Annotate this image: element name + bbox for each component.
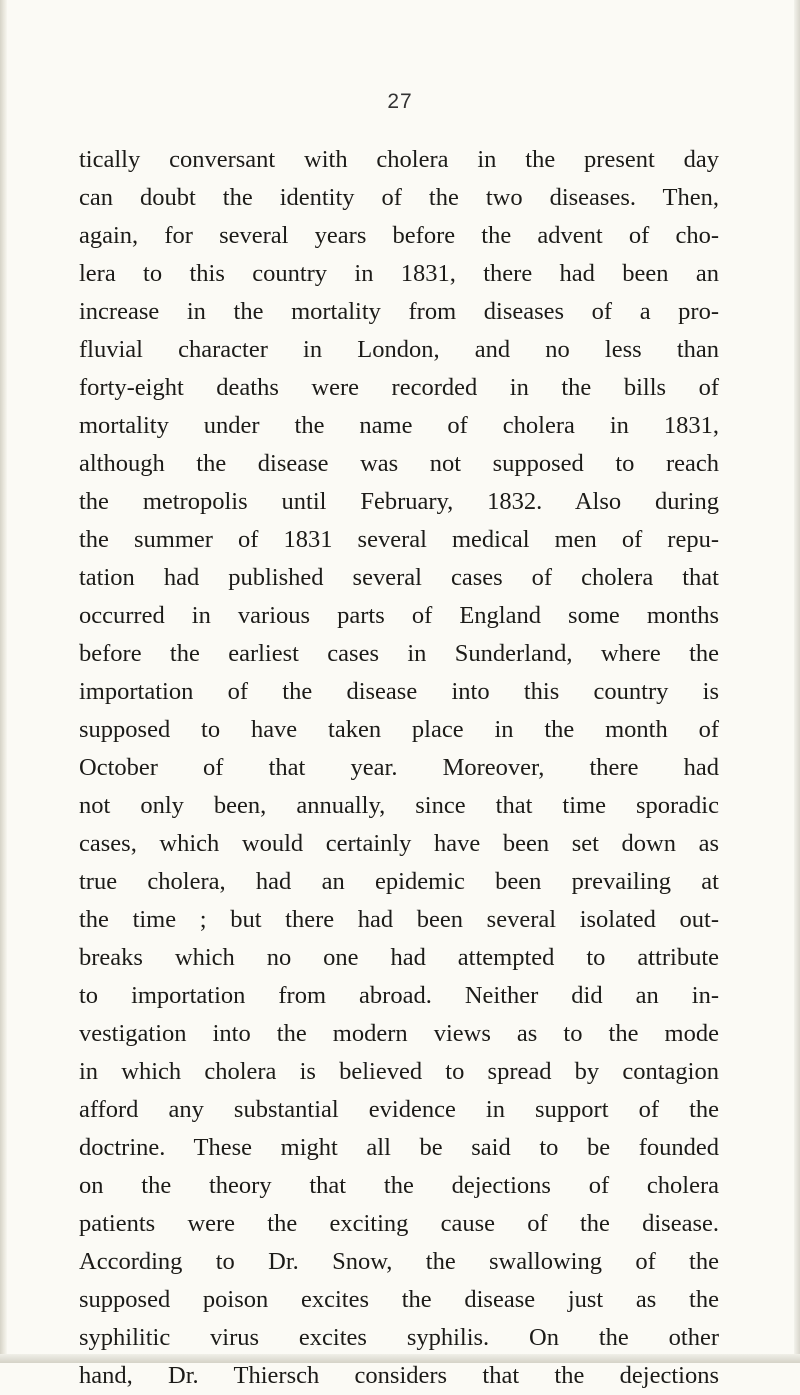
text-line: again, for several years before the advent of cho- bbox=[79, 222, 719, 249]
text-line: supposed poison excites the disease just as the bbox=[79, 1286, 719, 1313]
page-edge-left bbox=[0, 0, 7, 1363]
text-line: the summer of 1831 several medical men of repu- bbox=[79, 526, 719, 553]
text-line: October of that year. Moreover, there had bbox=[79, 754, 719, 781]
text-line: although the disease was not supposed to reach bbox=[79, 450, 719, 477]
text-line: increase in the mortality from diseases of a pro- bbox=[79, 298, 719, 325]
text-line: syphilitic virus excites syphilis. On the other bbox=[79, 1324, 719, 1351]
text-line: doctrine. These might all be said to be founded bbox=[79, 1134, 719, 1161]
text-line: patients were the exciting cause of the disease. bbox=[79, 1210, 719, 1237]
text-line: forty-eight deaths were recorded in the bills of bbox=[79, 374, 719, 401]
text-line: in which cholera is believed to spread by contagion bbox=[79, 1058, 719, 1085]
text-line: breaks which no one had attempted to attribute bbox=[79, 944, 719, 971]
text-line: occurred in various parts of England some months bbox=[79, 602, 719, 629]
text-line: fluvial character in London, and no less than bbox=[79, 336, 719, 363]
page-edge-right bbox=[794, 0, 800, 1363]
text-line: cases, which would certainly have been set down as bbox=[79, 830, 719, 857]
text-line: According to Dr. Snow, the swallowing of the bbox=[79, 1248, 719, 1275]
text-line: to importation from abroad. Neither did an in- bbox=[79, 982, 719, 1009]
text-line: importation of the disease into this country is bbox=[79, 678, 719, 705]
text-line: not only been, annually, since that time sporadic bbox=[79, 792, 719, 819]
text-line: tically conversant with cholera in the present day bbox=[79, 146, 719, 173]
text-line: before the earliest cases in Sunderland, where the bbox=[79, 640, 719, 667]
text-line: hand, Dr. Thiersch considers that the dejections bbox=[79, 1362, 719, 1389]
body-text bbox=[79, 141, 719, 1395]
text-line: mortality under the name of cholera in 1831, bbox=[79, 412, 719, 439]
text-line: the metropolis until February, 1832. Also during bbox=[79, 488, 719, 515]
text-line: the time ; but there had been several isolated out- bbox=[79, 906, 719, 933]
text-line: afford any substantial evidence in support of the bbox=[79, 1096, 719, 1123]
text-line: true cholera, had an epidemic been prevailing at bbox=[79, 868, 719, 895]
text-line: can doubt the identity of the two diseases. Then, bbox=[79, 184, 719, 211]
page-number: 27 bbox=[387, 90, 413, 113]
text-line: lera to this country in 1831, there had been an bbox=[79, 260, 719, 287]
text-line: vestigation into the modern views as to the mode bbox=[79, 1020, 719, 1047]
text-line: supposed to have taken place in the month of bbox=[79, 716, 719, 743]
text-line: on the theory that the dejections of cholera bbox=[79, 1172, 719, 1199]
text-line: tation had published several cases of cholera that bbox=[79, 564, 719, 591]
